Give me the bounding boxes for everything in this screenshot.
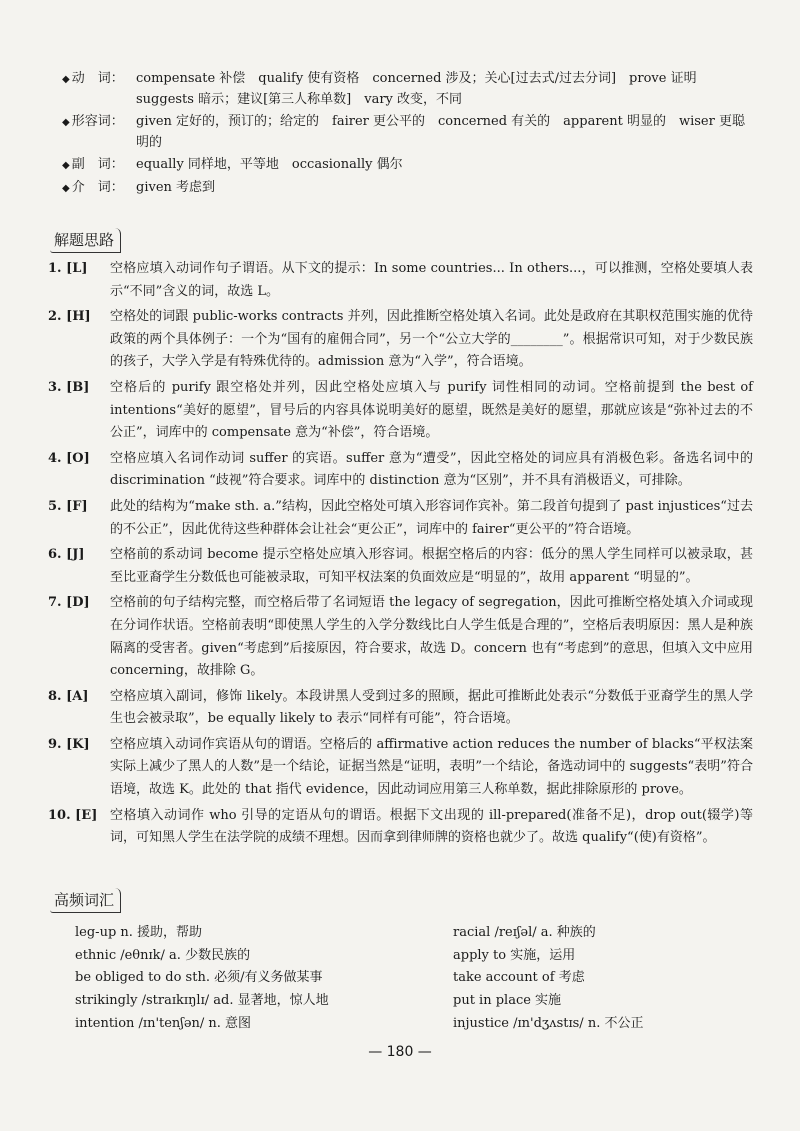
vocab-entry: put in place 实施 — [453, 993, 562, 1009]
item-number: 3. [B] — [48, 379, 90, 395]
diamond-bullet-icon: ◆ — [62, 183, 70, 194]
item-number: 10. [E] — [48, 807, 98, 823]
vocab-entry: intention /ɪn'tenʃən/ n. 意图 — [75, 1015, 252, 1031]
item-text: 空格填入动词作 who 引导的定语从句的谓语。根据下文出现的 ill-prepared(准备不足)，drop out(辍学)等词，可知黑人学生在法学院的成绩不理想。因而拿到律师牌的资格也就少了。故选 qualify“(使)有资格”。 — [110, 807, 753, 846]
item-number: 2. [H] — [48, 309, 91, 325]
item-text: 空格应填入动词作宾语从句的谓语。空格后的 affirmative action reduces the number of blacks“平权法案实际上减少了黑人的人数”是一个结论，证据当然是“证明，表明”一个结论，备选动词中的 suggests“表明”符合语境，故选 K。此处的 that 指代 evidence，因此动词应用第三人称单数，据此排除原形的 prove。 — [110, 736, 753, 798]
vocab-column-left — [75, 922, 435, 1036]
pos-label: 副 词： — [71, 157, 124, 172]
solution-item — [48, 306, 753, 374]
item-text: 空格前的句子结构完整，而空格后带了名词短语 the legacy of segregation，因此可推断空格处填入介词或现在分词作状语。空格前表明“即使黑人学生的入学分数线比白人学生低是合理的”，空格后表明原因：黑人是种族隔离的受害者。given“考虑到”后接原因，符合要求，故选 D。concern 也有“考虑到”的意思，但填入文中应用 concerning，故排除 G。 — [110, 595, 753, 679]
item-text: 空格处的词跟 public-works contracts 并列，因此推断空格处填入名词。此处是政府在其职权范围实施的优待政策的两个具体例子：一个为“国有的雇佣合同”，另一个“公立大学的________”。根据常识可知，对于少数民族的孩子，大学入学是有特殊优待的。admission 意为“入学”，符合语境。 — [110, 309, 753, 370]
item-text: 空格应填入副词，修饰 likely。本段讲黑人受到过多的照顾，据此可推断此处表示“分数低于亚裔学生的黑人学生也会被录取”，be equally likely to 表示“同样有可能”，符合语境。 — [110, 688, 753, 727]
page-number: — 180 — — [368, 1044, 432, 1060]
solution-item — [48, 805, 753, 850]
section-heading-vocab: 高频词汇 — [50, 888, 121, 913]
item-text: 空格应填入名词作动词 suffer 的宾语。suffer 意为“遭受”，因此空格处的词应具有消极色彩。备选名词中的 discrimination “歧视”符合要求。词库中的 distinction 意为“区别”，并不具有消极语义，可排除。 — [110, 450, 753, 489]
vocab-entry: strikingly /straɪkɪŋlɪ/ ad. 显著地，惊人地 — [75, 993, 329, 1009]
pos-label: 介 词： — [71, 180, 124, 195]
vocab-column-right — [453, 922, 753, 1036]
vocab-entry: racial /reɪʃəl/ a. 种族的 — [453, 925, 596, 940]
item-text: 空格应填入动词作句子谓语。从下文的提示：In some countries... In others...，可以推测，空格处要填人表示“不同”含义的词，故选 L。 — [110, 261, 753, 299]
item-text: 此处的结构为“make sth. a.”结构，因此空格处可填入形容词作宾补。第二段首句提到了 past injustices“过去的不公正”，因此优待这些种群体会让社会“更公正”，词库中的 fairer“更公平的”符合语境。 — [110, 498, 753, 537]
solution-item — [48, 258, 753, 303]
diamond-bullet-icon: ◆ — [62, 74, 70, 85]
pos-label: 动 词： — [71, 71, 124, 86]
solution-item — [48, 734, 753, 802]
item-number: 5. [F] — [48, 498, 88, 514]
vocab-entry: injustice /ɪn'dʒʌstɪs/ n. 不公正 — [453, 1015, 644, 1031]
vocab-entry: leg-up n. 援助，帮助 — [75, 925, 203, 940]
pos-label: 形容词： — [71, 114, 124, 129]
item-number: 8. [A] — [48, 688, 89, 704]
item-number: 1. [L] — [48, 261, 88, 276]
solution-item — [48, 448, 753, 493]
vocab-entry: be obliged to do sth. 必须/有义务做某事 — [75, 970, 323, 986]
solution-item — [48, 592, 753, 682]
solution-item — [48, 496, 753, 541]
pos-row-adjective — [62, 111, 752, 153]
diamond-bullet-icon: ◆ — [62, 117, 70, 128]
item-number: 9. [K] — [48, 736, 90, 752]
vocab-by-pos — [62, 68, 752, 200]
diamond-bullet-icon: ◆ — [62, 160, 70, 171]
pos-text: given 定好的，预订的；给定的 fairer 更公平的 concerned 有关的 apparent 明显的 wiser 更聪明的 — [136, 114, 745, 150]
pos-text: given 考虑到 — [136, 180, 216, 195]
solution-item — [48, 544, 753, 589]
solution-item — [48, 686, 753, 731]
section-heading-solution: 解题思路 — [50, 228, 121, 253]
item-number: 4. [O] — [48, 450, 90, 466]
solution-item — [48, 377, 753, 445]
solution-list — [48, 258, 753, 853]
vocab-entry: ethnic /eθnɪk/ a. 少数民族的 — [75, 947, 251, 963]
item-text: 空格前的系动词 become 提示空格处应填入形容词。根据空格后的内容：低分的黑人学生同样可以被录取，甚至比亚裔学生分数低也可能被录取，可知平权法案的负面效应是“明显的”，故用 apparent “明显的”。 — [110, 547, 753, 585]
pos-row-verb — [62, 68, 752, 110]
item-number: 7. [D] — [48, 595, 90, 611]
item-text: 空格后的 purify 跟空格处并列，因此空格处应填入与 purify 词性相同的动词。空格前提到 the best of intentions“美好的愿望”，冒号后的内容具体说明美好的愿望，既然是美好的愿望，那就应该是“弥补过去的不公正”，词库中的 compensate 意为“补偿”，符合语境。 — [110, 379, 753, 441]
item-number: 6. [J] — [48, 547, 85, 563]
pos-row-preposition — [62, 177, 752, 199]
pos-text: equally 同样地，平等地 occasionally 偶尔 — [136, 157, 403, 172]
pos-text: compensate 补偿 qualify 使有资格 concerned 涉及；关心[过去式/过去分词] prove 证明 suggests 暗示；建议[第三人称单数] vary 改变，不同 — [136, 71, 710, 107]
pos-row-adverb — [62, 154, 752, 176]
vocab-entry: take account of 考虑 — [453, 970, 585, 986]
vocab-entry: apply to 实施，运用 — [453, 947, 576, 963]
